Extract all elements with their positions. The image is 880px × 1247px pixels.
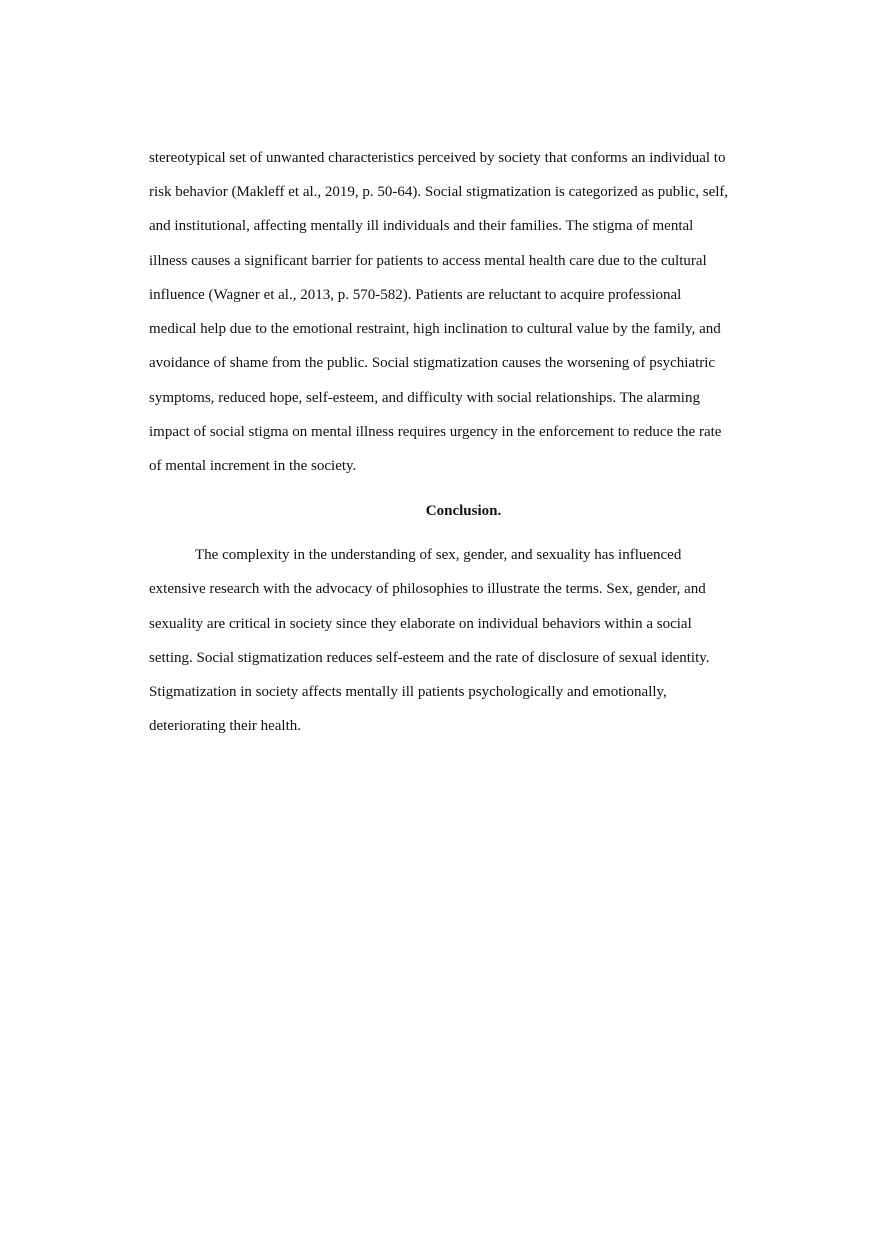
paragraph-line: and institutional, affecting mentally ill individuals and their families. The stigma of mental	[149, 218, 694, 234]
paragraph-line: medical help due to the emotional restraint, high inclination to cultural value by the family, and	[149, 321, 721, 337]
paragraph-line: symptoms, reduced hope, self-esteem, and difficulty with social relationships. The alarming	[149, 390, 700, 406]
conclusion-line: The complexity in the understanding of sex, gender, and sexuality has influenced	[195, 547, 682, 563]
paragraph-line: illness causes a significant barrier for patients to access mental health care due to the cultural	[149, 253, 707, 269]
conclusion-heading: Conclusion.	[425, 503, 502, 519]
paragraph-line: influence (Wagner et al., 2013, p. 570-582). Patients are reluctant to acquire professional	[149, 287, 682, 303]
conclusion-line: sexuality are critical in society since they elaborate on individual behaviors within a social	[149, 616, 692, 632]
conclusion-line: Stigmatization in society affects mentally ill patients psychologically and emotionally,	[149, 684, 667, 700]
paragraph-line: of mental increment in the society.	[149, 458, 357, 474]
conclusion-line: setting. Social stigmatization reduces self-esteem and the rate of disclosure of sexual identity.	[149, 650, 710, 666]
paragraph-line: stereotypical set of unwanted characteristics perceived by society that conforms an individual to	[149, 150, 726, 166]
conclusion-line: deteriorating their health.	[149, 718, 302, 734]
paragraph-line: risk behavior (Makleff et al., 2019, p. 50-64). Social stigmatization is categorized as public, self,	[149, 184, 729, 200]
conclusion-line: extensive research with the advocacy of philosophies to illustrate the terms. Sex, gender, and	[149, 581, 706, 597]
paragraph-line: impact of social stigma on mental illness requires urgency in the enforcement to reduce the rate	[149, 424, 722, 440]
paragraph-line: avoidance of shame from the public. Social stigmatization causes the worsening of psychiatric	[149, 355, 716, 371]
